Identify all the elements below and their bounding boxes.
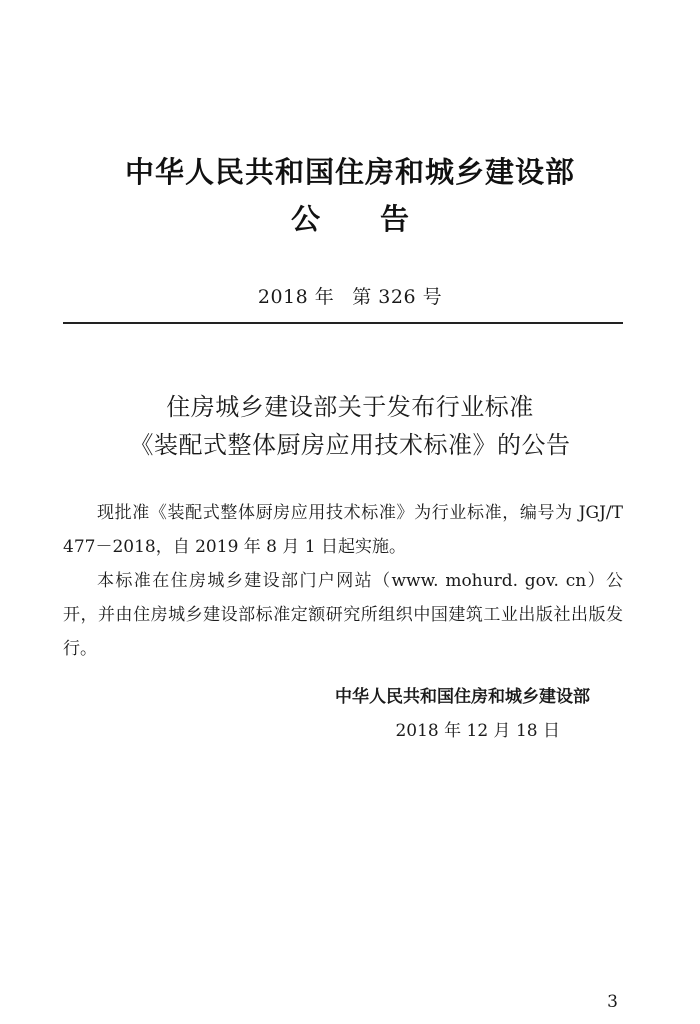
title-line-2: 《装配式整体厨房应用技术标准》的公告 bbox=[129, 431, 571, 459]
announcement-number bbox=[0, 282, 700, 309]
title-line-1: 住房城乡建设部关于发布行业标准 bbox=[166, 393, 534, 421]
document-type-char-2: 告 bbox=[380, 202, 410, 236]
signature-organization: 中华人民共和国住房和城乡建设部 bbox=[335, 687, 590, 707]
announcement-title bbox=[0, 388, 700, 464]
document-type-heading bbox=[0, 197, 700, 238]
announcement-body bbox=[63, 496, 623, 666]
signature-date: 2018 年 12 月 18 日 bbox=[395, 721, 560, 741]
issuing-organization-heading: 中华人民共和国住房和城乡建设部 bbox=[124, 155, 575, 189]
announcement-year: 2018 年 bbox=[257, 286, 335, 308]
header-divider bbox=[63, 322, 623, 324]
document-type-char-1: 公 bbox=[290, 202, 320, 236]
announcement-serial: 第 326 号 bbox=[352, 286, 443, 308]
body-paragraph-1: 现批准《装配式整体厨房应用技术标准》为行业标准，编号为 JGJ/T 477－2018，自 2019 年 8 月 1 日起实施。 bbox=[63, 503, 623, 557]
signature-block bbox=[270, 680, 590, 748]
body-paragraph-2: 本标准在住房城乡建设部门户网站（www. mohurd. gov. cn）公开，并由住房城乡建设部标准定额研究所组织中国建筑工业出版社出版发行。 bbox=[63, 571, 623, 659]
page-number: 3 bbox=[607, 992, 618, 1012]
